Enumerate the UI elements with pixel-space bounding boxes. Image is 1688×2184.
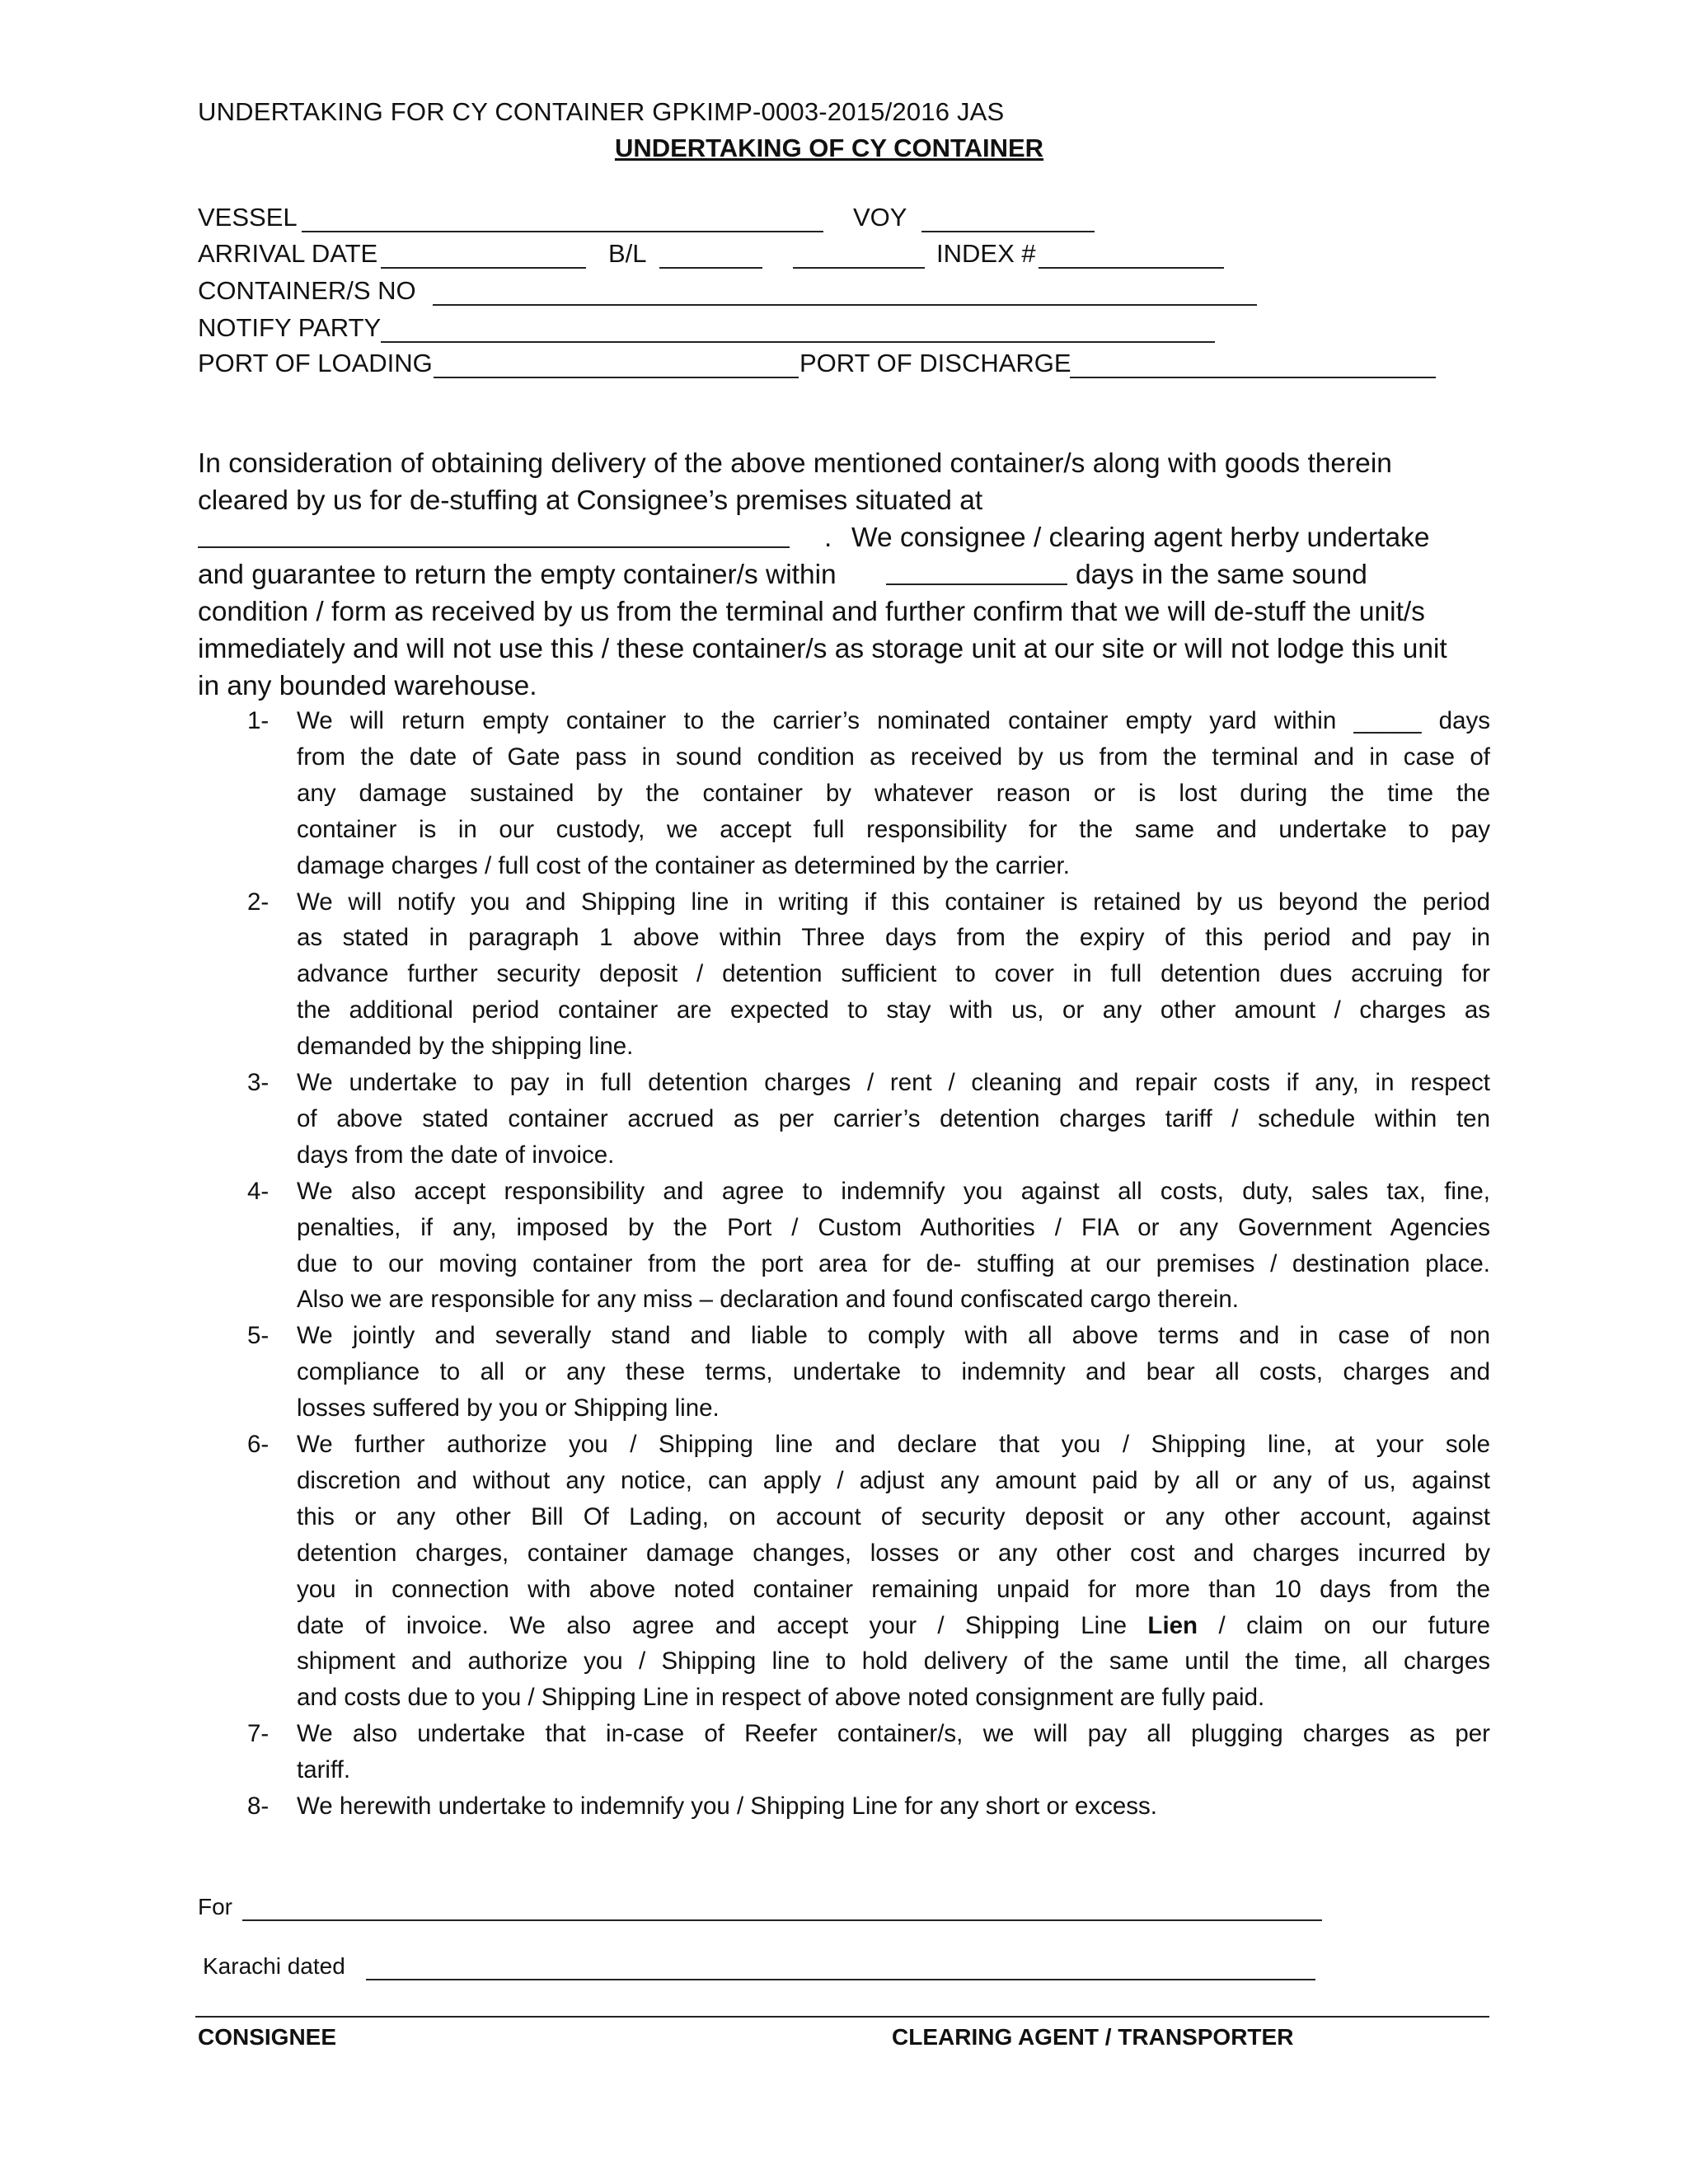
karachi-dated-blank[interactable] — [366, 1979, 1315, 1980]
term-line: days from the date of invoice. — [297, 1141, 615, 1169]
term-line: this or any other Bill Of Lading, on account of security deposit or any other account, against — [297, 1502, 1490, 1530]
term-line: damage charges / full cost of the container as determined by the carrier. — [297, 851, 1070, 879]
term-line: the additional period container are expected to stay with us, or any other amount / charges as — [297, 996, 1490, 1024]
term-line: We further authorize you / Shipping line and declare that you / Shipping line, at your sole — [297, 1431, 1490, 1458]
intro-line-6: immediately and will not use this / these container/s as storage unit at our site or will not lodge this unit — [198, 634, 1447, 664]
signature-divider — [195, 2016, 1489, 2018]
intro-line-2: cleared by us for de-stuffing at Consignee’s premises situated at — [198, 485, 983, 516]
container-no-blank[interactable] — [433, 304, 1257, 306]
term-line: as stated in paragraph 1 above within Three days from the expiry of this period and pay in — [297, 924, 1490, 952]
document-heading — [0, 134, 1688, 163]
intro-line-1: In consideration of obtaining delivery of the above mentioned container/s along with goods therein — [198, 448, 1392, 479]
intro-line-5: condition / form as received by us from the terminal and further confirm that we will de-stuff the unit/s — [198, 597, 1425, 627]
term-line: tariff. — [297, 1756, 351, 1784]
notify-party-label: NOTIFY PARTY — [198, 313, 382, 342]
bl-blank-1[interactable] — [659, 267, 762, 269]
port-of-loading-label: PORT OF LOADING — [198, 349, 433, 377]
karachi-dated-label: Karachi dated — [203, 1953, 345, 1979]
term-line: shipment and authorize you / Shipping line to hold delivery of the same until the time, all charges — [297, 1647, 1490, 1675]
term-line: We herewith undertake to indemnify you / Shipping Line for any short or excess. — [297, 1793, 1157, 1820]
term-line: compliance to all or any these terms, undertake to indemnity and bear all costs, charges and — [297, 1358, 1490, 1386]
document-title: UNDERTAKING FOR CY CONTAINER GPKIMP-0003-2015/2016 JAS — [198, 97, 1005, 126]
term-line: you in connection with above noted container remaining unpaid for more than 10 days from the — [297, 1575, 1490, 1603]
intro-line-4b: days in the same sound — [1076, 560, 1367, 590]
bl-blank-2[interactable] — [793, 267, 925, 269]
term-line: We also undertake that in-case of Reefer container/s, we will pay all plugging charges as per — [297, 1720, 1490, 1748]
term-number: 3- — [247, 1069, 270, 1096]
term-number: 8- — [247, 1793, 270, 1820]
term-line: container is in our custody, we accept full responsibility for the same and undertake to pay — [297, 815, 1490, 843]
index-blank[interactable] — [1039, 267, 1224, 269]
term-number: 2- — [247, 888, 270, 916]
term-line: We will return empty container to the carrier’s nominated container empty yard within _____ days — [297, 707, 1490, 734]
vessel-blank[interactable] — [302, 231, 823, 232]
term-line: discretion and without any notice, can apply / adjust any amount paid by all or any of us, against — [297, 1466, 1490, 1494]
clearing-agent-label: CLEARING AGENT / TRANSPORTER — [892, 2024, 1294, 2050]
consignee-label: CONSIGNEE — [198, 2024, 337, 2050]
term-line: demanded by the shipping line. — [297, 1033, 634, 1061]
term-line: of above stated container accrued as per carrier’s detention charges tariff / schedule within ten — [297, 1104, 1490, 1132]
term-number: 5- — [247, 1322, 270, 1350]
for-blank[interactable] — [242, 1919, 1322, 1921]
arrival-date-label: ARRIVAL DATE — [198, 239, 378, 268]
term-number: 4- — [247, 1177, 270, 1205]
term-number: 7- — [247, 1720, 270, 1748]
term-number: 6- — [247, 1431, 270, 1458]
term-line: from the date of Gate pass in sound condition as received by us from the terminal and in case of — [297, 743, 1490, 771]
term-line: We undertake to pay in full detention charges / rent / cleaning and repair costs if any, in respect — [297, 1069, 1490, 1096]
port-of-discharge-blank[interactable] — [1070, 377, 1436, 378]
term-line: any damage sustained by the container by whatever reason or is lost during the time the — [297, 779, 1490, 807]
voy-label: VOY — [853, 203, 907, 232]
return-days-blank[interactable] — [886, 583, 1067, 585]
term-line: We will notify you and Shipping line in writing if this container is retained by us beyond the period — [297, 888, 1490, 916]
term-line: We jointly and severally stand and liable to comply with all above terms and in case of non — [297, 1322, 1490, 1350]
term-line: advance further security deposit / detention sufficient to cover in full detention dues accruing for — [297, 960, 1490, 988]
intro-line-4a: and guarantee to return the empty container/s within — [198, 560, 837, 590]
intro-line-3-text: We consignee / clearing agent herby undertake — [851, 523, 1430, 553]
port-of-loading-blank[interactable] — [434, 377, 799, 378]
notify-party-blank[interactable] — [381, 341, 1215, 343]
term-line: Also we are responsible for any miss – declaration and found confiscated cargo therein. — [297, 1286, 1239, 1314]
arrival-date-blank[interactable] — [381, 267, 586, 269]
intro-line-3-dot: . — [824, 523, 832, 553]
voy-blank[interactable] — [921, 231, 1095, 232]
term-line: date of invoice. We also agree and accept your / Shipping Line Lien / claim on our future — [297, 1611, 1490, 1639]
port-of-discharge-label: PORT OF DISCHARGE — [799, 349, 1071, 377]
intro-line-7: in any bounded warehouse. — [198, 671, 537, 701]
term-line: losses suffered by you or Shipping line. — [297, 1394, 720, 1422]
term-number: 1- — [247, 707, 270, 734]
document-heading-text: UNDERTAKING OF CY CONTAINER — [614, 134, 1044, 162]
intro-paragraph — [198, 445, 1504, 709]
term-line: We also accept responsibility and agree to indemnify you against all costs, duty, sales tax, fine, — [297, 1177, 1490, 1205]
term-line: and costs due to you / Shipping Line in respect of above noted consignment are fully paid. — [297, 1684, 1265, 1712]
vessel-label: VESSEL — [198, 203, 298, 232]
container-no-label: CONTAINER/S NO — [198, 276, 416, 305]
term-line: due to our moving container from the port area for de- stuffing at our premises / destination place. — [297, 1249, 1490, 1277]
for-label: For — [198, 1894, 232, 1919]
premises-address-blank[interactable] — [198, 546, 790, 548]
index-label: INDEX # — [936, 239, 1036, 268]
term-line: penalties, if any, imposed by the Port / Custom Authorities / FIA or any Government Agencies — [297, 1213, 1490, 1241]
lien-emphasis: Lien — [1147, 1611, 1198, 1639]
bl-label: B/L — [608, 239, 647, 268]
term-line: detention charges, container damage changes, losses or any other cost and charges incurred by — [297, 1539, 1490, 1567]
